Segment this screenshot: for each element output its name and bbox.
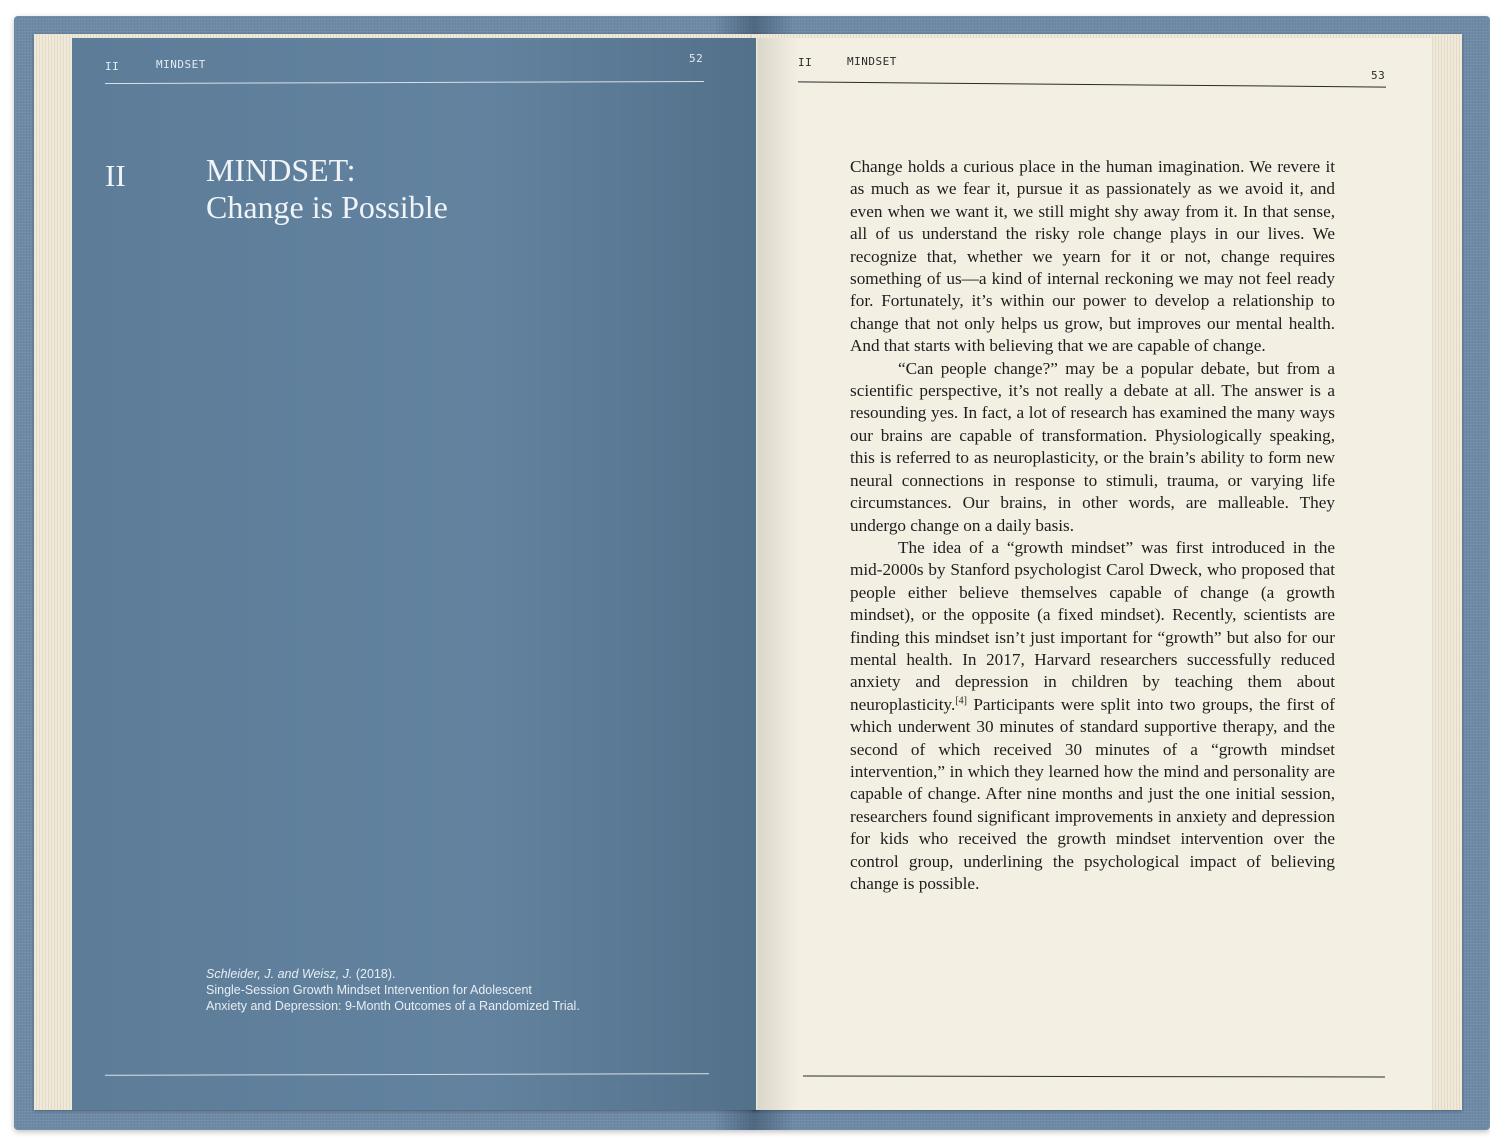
header-rule bbox=[105, 81, 704, 84]
chapter-title-line1: MINDSET: bbox=[206, 152, 356, 188]
chapter-number: II bbox=[105, 158, 126, 193]
right-page bbox=[758, 38, 1432, 1110]
running-head-title: MINDSET bbox=[847, 55, 897, 68]
paragraph bbox=[850, 537, 1335, 896]
running-head-section: II bbox=[798, 56, 813, 69]
footer-rule bbox=[105, 1073, 709, 1076]
page-number: 52 bbox=[689, 52, 704, 65]
left-page bbox=[72, 38, 756, 1110]
paragraph: “Can people change?” may be a popular debate, but from a scientific perspective, it’s not really a debate at all. The answer is a resounding yes. In fact, a lot of research has examined the many ways our brains are capable of transformation. Physiologically speaking, this is referred to as neuroplasticity, or the brain’s ability to form new neural connections in response to stimuli, trauma, or varying life circumstances. Our brains, in other words, are malleable. They undergo change on a daily basis. bbox=[850, 358, 1335, 535]
paragraph-text: The idea of a “growth mindset” was first introduced in the mid-2000s by Stanford psychologist Carol Dweck, who proposed that people either believe themselves capable of change (a growth mindset), or the opposite (a fixed mindset). Recently, scientists are finding this mindset isn’t just important for “growth” but also for our mental health. In 2017, Harvard researchers successfully reduced anxiety and depression in children by teaching them about neuroplasticity. bbox=[850, 537, 1335, 714]
running-head-section: II bbox=[105, 60, 120, 73]
citation-title-line1: Single-Session Growth Mindset Intervention for Adolescent bbox=[206, 983, 532, 997]
citation bbox=[206, 966, 646, 1014]
citation-authors: Schleider, J. and Weisz, J. bbox=[206, 967, 353, 981]
running-head-title: MINDSET bbox=[156, 58, 206, 71]
citation-title-line2: Anxiety and Depression: 9-Month Outcomes of a Randomized Trial. bbox=[206, 999, 580, 1013]
paragraph-text: Participants were split into two groups, the first of which underwent 30 minutes of standard supportive therapy, and the second of which received 30 minutes of a “growth mindset intervention,” in which they learned how the mind and personality are capable of change. After nine months and just the one initial session, researchers found significant improvements in anxiety and depression for kids who received the growth mindset intervention over the control group, underlining the psychological impact of believing change is possible. bbox=[850, 694, 1335, 893]
paragraph: Change holds a curious place in the human imagination. We revere it as much as we fear it, pursue it as passionately as we avoid it, and even when we want it, we still might shy away from it. In that sense, all of us understand the risky role change plays in our lives. We recognize that, whether we yearn for it or not, change requires something of us—a kind of internal reckoning we may not feel ready for. Fortunately, it’s within our power to develop a relationship to change that not only helps us grow, but improves our mental health. And that starts with believing that we are capable of change. bbox=[850, 157, 1335, 356]
header-rule bbox=[798, 81, 1386, 87]
citation-year: (2018). bbox=[352, 967, 396, 981]
chapter-title bbox=[206, 152, 448, 226]
body-text bbox=[850, 156, 1335, 895]
footer-rule bbox=[803, 1075, 1385, 1077]
footnote-reference[interactable]: [4] bbox=[955, 695, 967, 707]
page-number: 53 bbox=[1371, 69, 1386, 82]
chapter-title-line2: Change is Possible bbox=[206, 189, 448, 225]
